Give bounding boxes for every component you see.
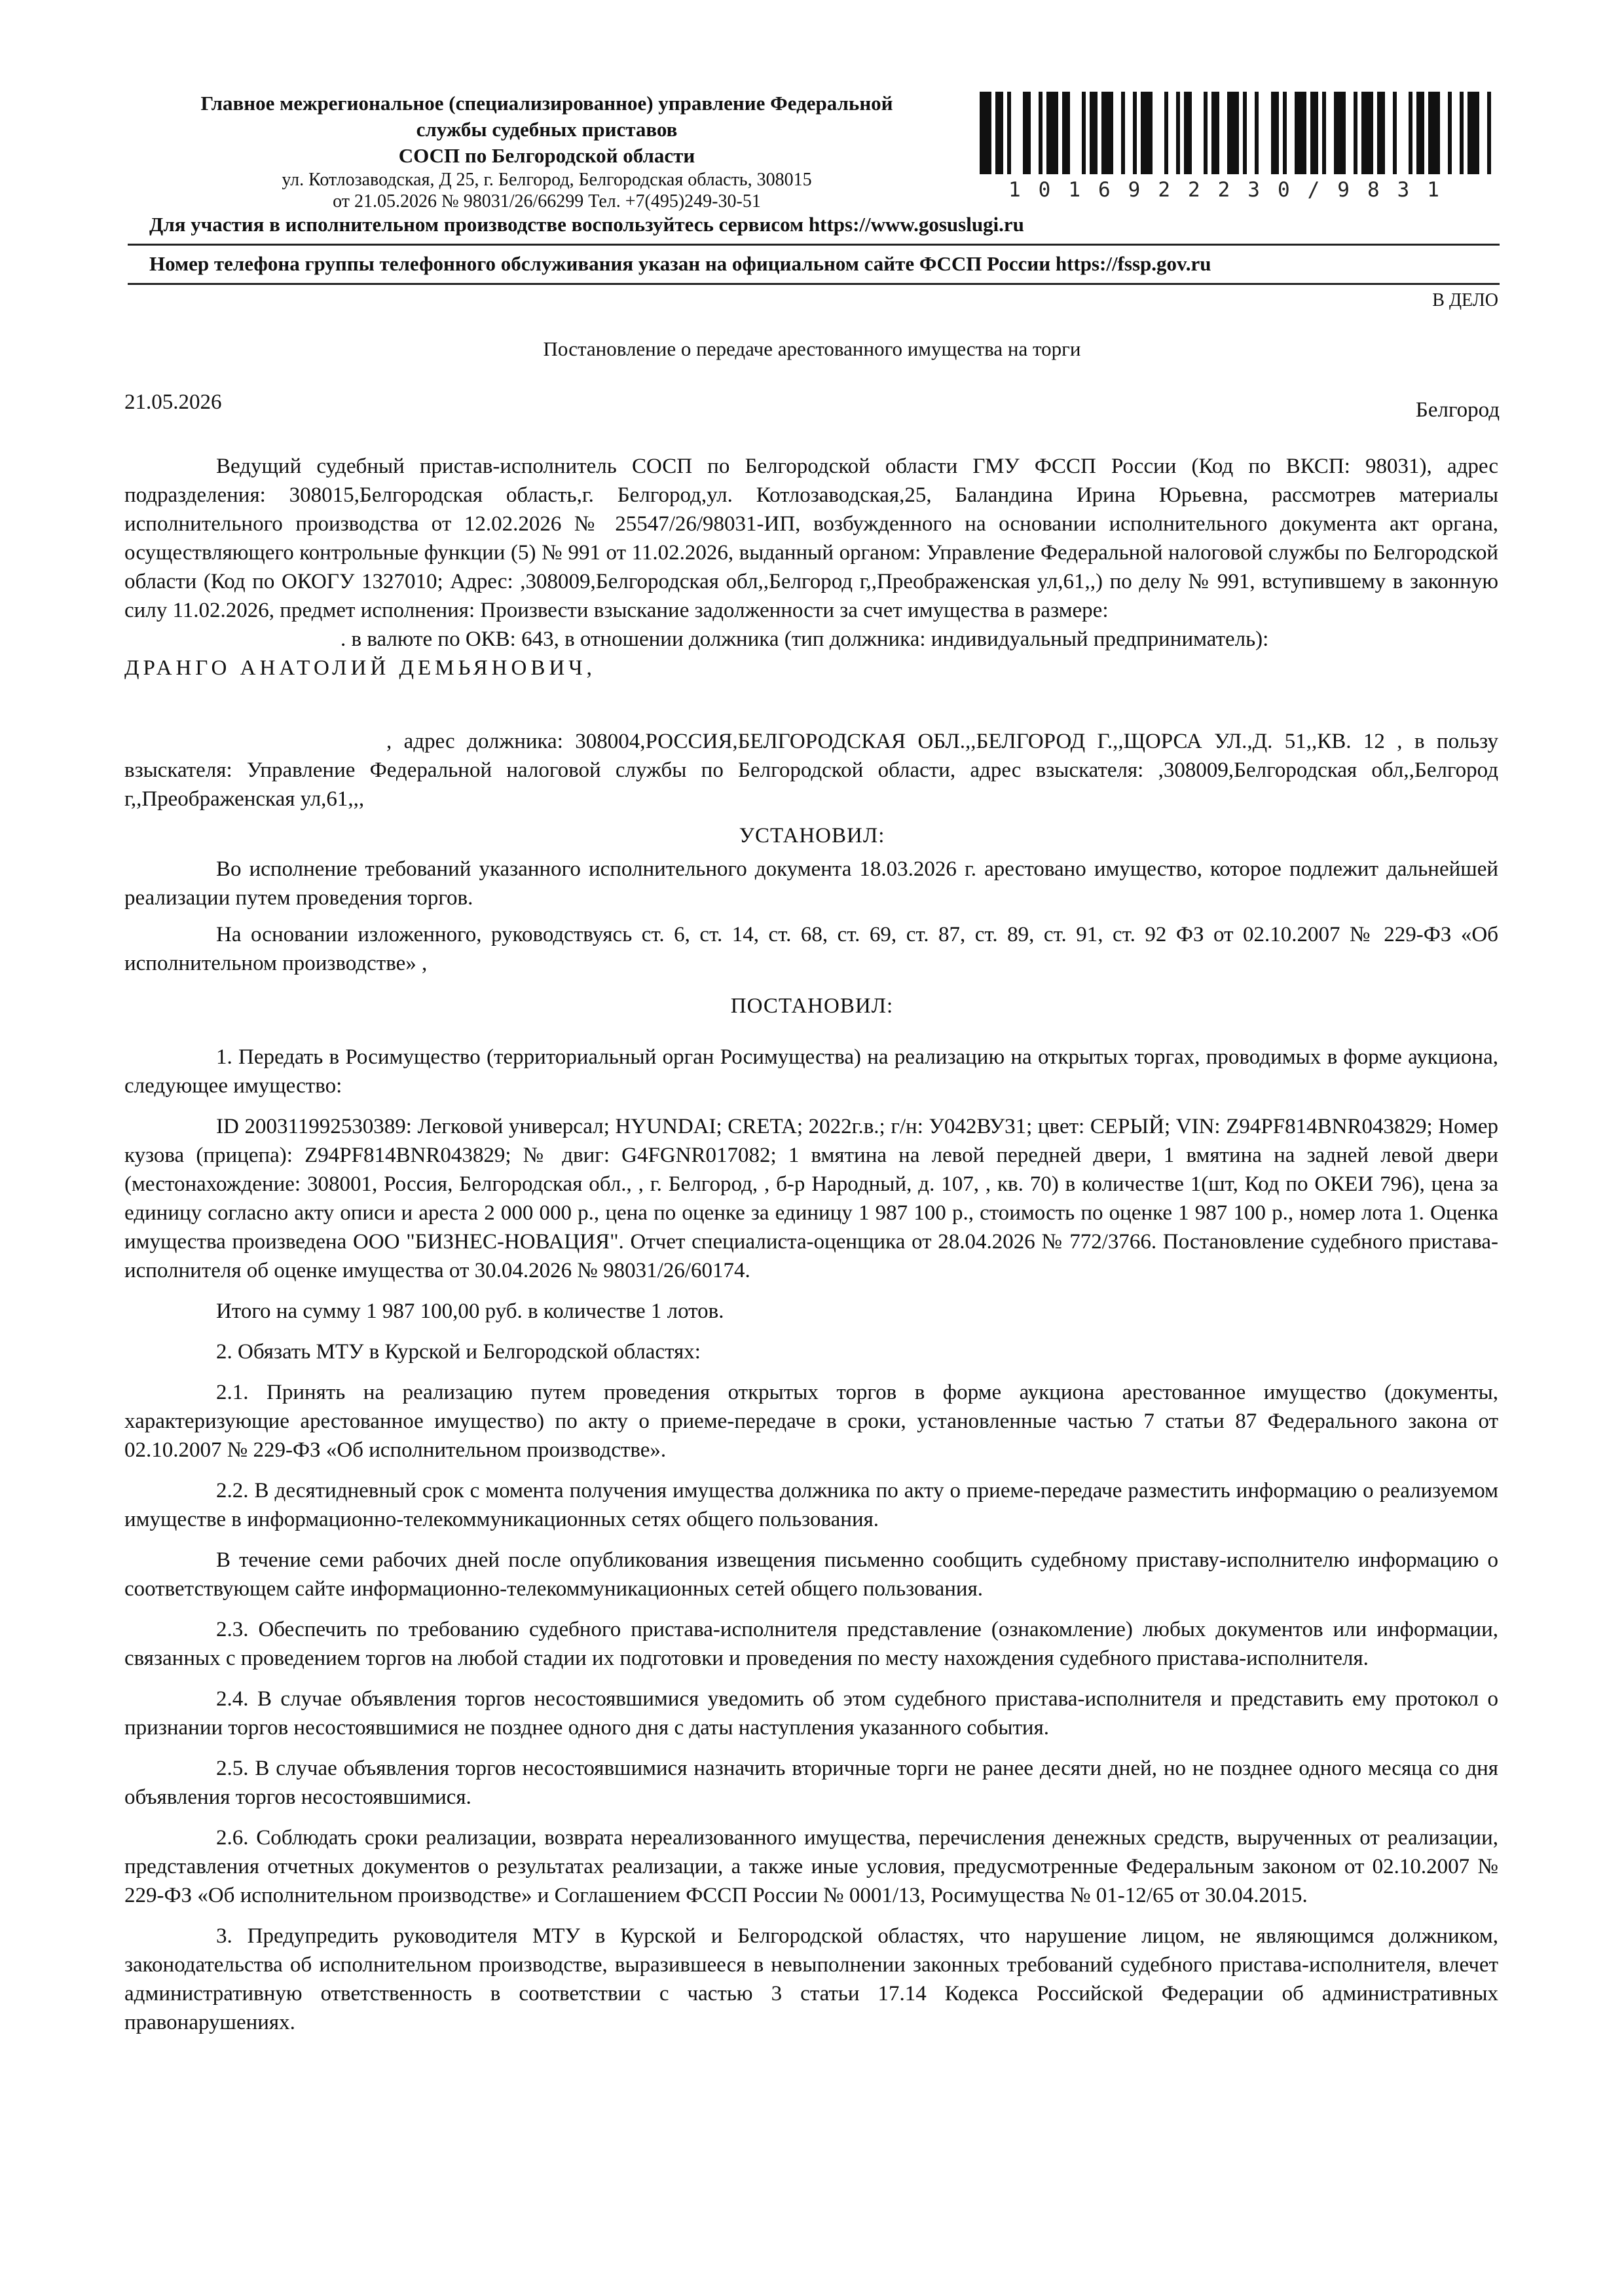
barcode-bar (995, 92, 1003, 174)
document-city: Белгород (1415, 398, 1500, 422)
barcode-bar (1090, 92, 1098, 174)
barcode-bar (1361, 92, 1373, 174)
barcode-bar (1153, 92, 1164, 174)
barcode-bar (1491, 92, 1503, 174)
intro-block (124, 452, 1498, 682)
issuer-header (124, 90, 969, 212)
barcode-bar (1377, 92, 1385, 174)
intro-paragraph: Ведущий судебный пристав-исполнитель СОСП по Белгородской области ГМУ ФССП России (Код по ВКСП: 98031), адрес подразделения: 308015,Белгородская область,г. Белгород,ул. Котлозаводская,25, Баландина Ирина Юрьевна, рассмотрев материалы исполнительного производства от 12.02.2026 № 25547/26/98031-ИП, возбужденного на основании исполнительного документа акт органа, осуществляющего контрольные функции (5) № 991 от 11.02.2026, выданный органом: Управление Федеральной налоговой службы по Белгородской области (Код по ОКОГУ 1327010; Адрес: ,308009,Белгородская обл,,Белгород г,,Преображенская ул,61,,) по делу № 991, вступившему в законную силу 11.02.2026, предмет исполнения: Произвести взыскание задолженности за счет имущества в размере: (124, 455, 1498, 622)
total-amount: Итого на сумму 1 987 100,00 руб. в количестве 1 лотов. (216, 1299, 724, 1323)
header-divider-bottom (128, 283, 1500, 285)
clause-2-2-notice: В течение семи рабочих дней после опубликования извещения письменно сообщить судебному приставу-исполнителю информацию о соответствующем сайте информационно-телекоммуникационных сетей общего пользования. (124, 1548, 1498, 1601)
barcode-bar (1287, 92, 1295, 174)
barcode-bar (1479, 92, 1487, 174)
barcode-bar (1397, 92, 1409, 174)
clause-1: 1. Передать в Росимущество (территориальный орган Росимущества) на реализацию на открытых торгах, проводимых в форме аукциона, следующее имущество: (124, 1045, 1498, 1098)
barcode-bar (1101, 92, 1113, 174)
barcode-bar (1271, 92, 1279, 174)
barcode-bar (1440, 92, 1448, 174)
fssp-phone-notice: Номер телефона группы телефонного обслуживания указан на официальном сайте ФССП России https://fssp.gov.ru (149, 252, 1211, 275)
debtor-name: ДРАНГО АНАТОЛИЙ ДЕМЬЯНОВИЧ, (124, 656, 596, 680)
barcode-number: 1016922230/9831 (1008, 178, 1457, 202)
barcode-bar (1259, 92, 1270, 174)
barcode-bar (1125, 92, 1133, 174)
barcode-bar (1346, 92, 1354, 174)
barcode-bar (1416, 92, 1424, 174)
resolution-block (124, 1043, 1498, 2037)
property-description: ID 200311992530389: Легковой универсал; HYUNDAI; CRETA; 2022г.в.; г/н: У042ВУ31; цвет: СЕРЫЙ; VIN: Z94PF814BNR043829; Номер кузова (прицепа): Z94PF814BNR043829; № двиг: G4FGNR017082; 1 вмятина на левой передней двери, 1 вмятина на задней левой двери (местонахождение: 308001, Россия, Белгородская обл., , г. Белгород, , б-р Народный, д. 107, , кв. 70) в количестве 1(шт, Код по ОКЕИ 796), цена за единицу согласно акту описи и ареста 2 000 000 р., цена по оценке за единицу 1 987 100 р., стоимость по оценке 1 987 100 р., номер лота 1. Оценка имущества произведена ООО "БИЗНЕС-НОВАЦИЯ". Отчет специалиста-оценщика от 28.04.2026 № 772/3766. Постановление судебного пристава-исполнителя об оценке имущества от 30.04.2026 № 98031/26/60174. (124, 1115, 1498, 1282)
intro-currency: . в валюте по ОКВ: 643, в отношении должника (тип должника: индивидуальный предприниматель): (341, 627, 1269, 651)
established-heading: УСТАНОВИЛ: (739, 824, 885, 848)
document-reference: от 21.05.2026 № 98031/26/66299 Тел. +7(495)249-30-51 (333, 191, 761, 212)
barcode-bar (1227, 92, 1239, 174)
resolved-heading: ПОСТАНОВИЛ: (730, 994, 894, 1018)
issuer-address: ул. Котлозаводская, Д 25, г. Белгород, Белгородская область, 308015 (282, 170, 812, 190)
barcode-bar (980, 92, 991, 174)
debtor-address: , адрес должника: 308004,РОССИЯ,БЕЛГОРОДСКАЯ ОБЛ.,,БЕЛГОРОД Г.,,ЩОРСА УЛ.,Д. 51,,КВ. 12 , в пользу взыскателя: Управление Федеральной налоговой службы по Белгородской области, адрес взыскателя: ,308009,Белгородская обл,,Белгород г,,Преображенская ул,61,,, (124, 730, 1498, 811)
barcode-bar (1168, 92, 1176, 174)
barcode-bar (1184, 92, 1192, 174)
established-paragraph-1: Во исполнение требований указанного исполнительного документа 18.03.2026 г. арестовано имущество, которое подлежит дальнейшей реализации путем проведения торгов. (124, 857, 1498, 910)
clause-2-3: 2.3. Обеспечить по требованию судебного пристава-исполнителя представление (ознакомление) любых документов или информации, связанных с проведением торгов на любой стадии их подготовки и проведения по месту нахождения судебного пристава-исполнителя. (124, 1618, 1498, 1670)
barcode-bar (1428, 92, 1440, 174)
issuer-name-line3: СОСП по Белгородской области (398, 144, 695, 167)
barcode-bar (1031, 92, 1039, 174)
barcode-bar (1023, 92, 1031, 174)
barcode-bar (1046, 92, 1058, 174)
issuer-name-line2: службы судебных приставов (416, 118, 678, 141)
barcode-bar (1295, 92, 1306, 174)
barcode-bar (1219, 92, 1227, 174)
barcode-bar (1310, 92, 1318, 174)
barcode-bar (1062, 92, 1070, 174)
debtor-address-block (124, 727, 1498, 813)
established-block (124, 855, 1498, 978)
header-divider-top (128, 244, 1500, 246)
clause-3: 3. Предупредить руководителя МТУ в Курской и Белгородской областях, что нарушение лицом, не являющимся должником, законодательства об исполнительном производстве, выразившееся в невыполнении законных требований судебного пристава-исполнителя, влечет административную ответственность в соответствии с частью 3 статьи 17.14 Кодекса Российской Федерации об административных правонарушениях. (124, 1924, 1498, 2034)
file-stamp: В ДЕЛО (1432, 290, 1498, 310)
barcode (980, 92, 1504, 174)
barcode-bar (1385, 92, 1393, 174)
clause-2-5: 2.5. В случае объявления торгов несостоявшимися назначить вторичные торги не ранее десяти дней, но не позднее одного месяца со дня объявления торгов несостоявшимися. (124, 1757, 1498, 1809)
barcode-bar (1467, 92, 1479, 174)
barcode-bar (1011, 92, 1023, 174)
clause-2-4: 2.4. В случае объявления торгов несостоявшимися уведомить об этом судебного пристава-исполнителя и представить ему протокол о признании торгов несостоявшимися не позднее одного дня с даты наступления указанного события. (124, 1687, 1498, 1740)
barcode-bar (1452, 92, 1460, 174)
document-title: Постановление о передаче арестованного имущества на торги (543, 337, 1081, 360)
barcode-bar (1247, 92, 1255, 174)
clause-2-6: 2.6. Соблюдать сроки реализации, возврата нереализованного имущества, перечисления денежных средств, вырученных от реализации, представления отчетных документов о результатах реализации, а также иные условия, предусмотренные Федеральным законом от 02.10.2007 № 229-ФЗ «Об исполнительном производстве» и Соглашением ФССП России № 0001/13, Росимущества № 01-12/65 от 30.04.2015. (124, 1826, 1498, 1907)
clause-2-1: 2.1. Принять на реализацию путем проведения открытых торгов в форме аукциона арестованное имущество (документы, характеризующие арестованное имущество) по акту о приеме-передаче в сроки, установленные частью 7 статьи 87 Федерального закона от 02.10.2007 № 229-ФЗ «Об исполнительном производстве». (124, 1381, 1498, 1462)
established-paragraph-2: На основании изложенного, руководствуясь ст. 6, ст. 14, ст. 68, ст. 69, ст. 87, ст. 89, ст. 91, ст. 92 ФЗ от 02.10.2007 № 229-ФЗ «Об исполнительном производстве» , (124, 923, 1498, 975)
document-date: 21.05.2026 (124, 390, 222, 414)
issuer-name-line1: Главное межрегиональное (специализированное) управление Федеральной (200, 92, 893, 115)
barcode-bar (1326, 92, 1334, 174)
barcode-bar (1141, 92, 1153, 174)
gosuslugi-notice: Для участия в исполнительном производстве воспользуйтесь сервисом https://www.gosuslugi.ru (149, 213, 1024, 236)
barcode-bar (1192, 92, 1204, 174)
barcode-bar (1070, 92, 1082, 174)
barcode-bar (1211, 92, 1219, 174)
clause-2-2: 2.2. В десятидневный срок с момента получения имущества должника по акту о приеме-передаче разместить информацию о реализуемом имуществе в информационно-телекоммуникационных сетях общего пользования. (124, 1479, 1498, 1531)
barcode-bar (1334, 92, 1346, 174)
clause-2: 2. Обязать МТУ в Курской и Белгородской областях: (216, 1340, 701, 1364)
barcode-bar (1113, 92, 1121, 174)
